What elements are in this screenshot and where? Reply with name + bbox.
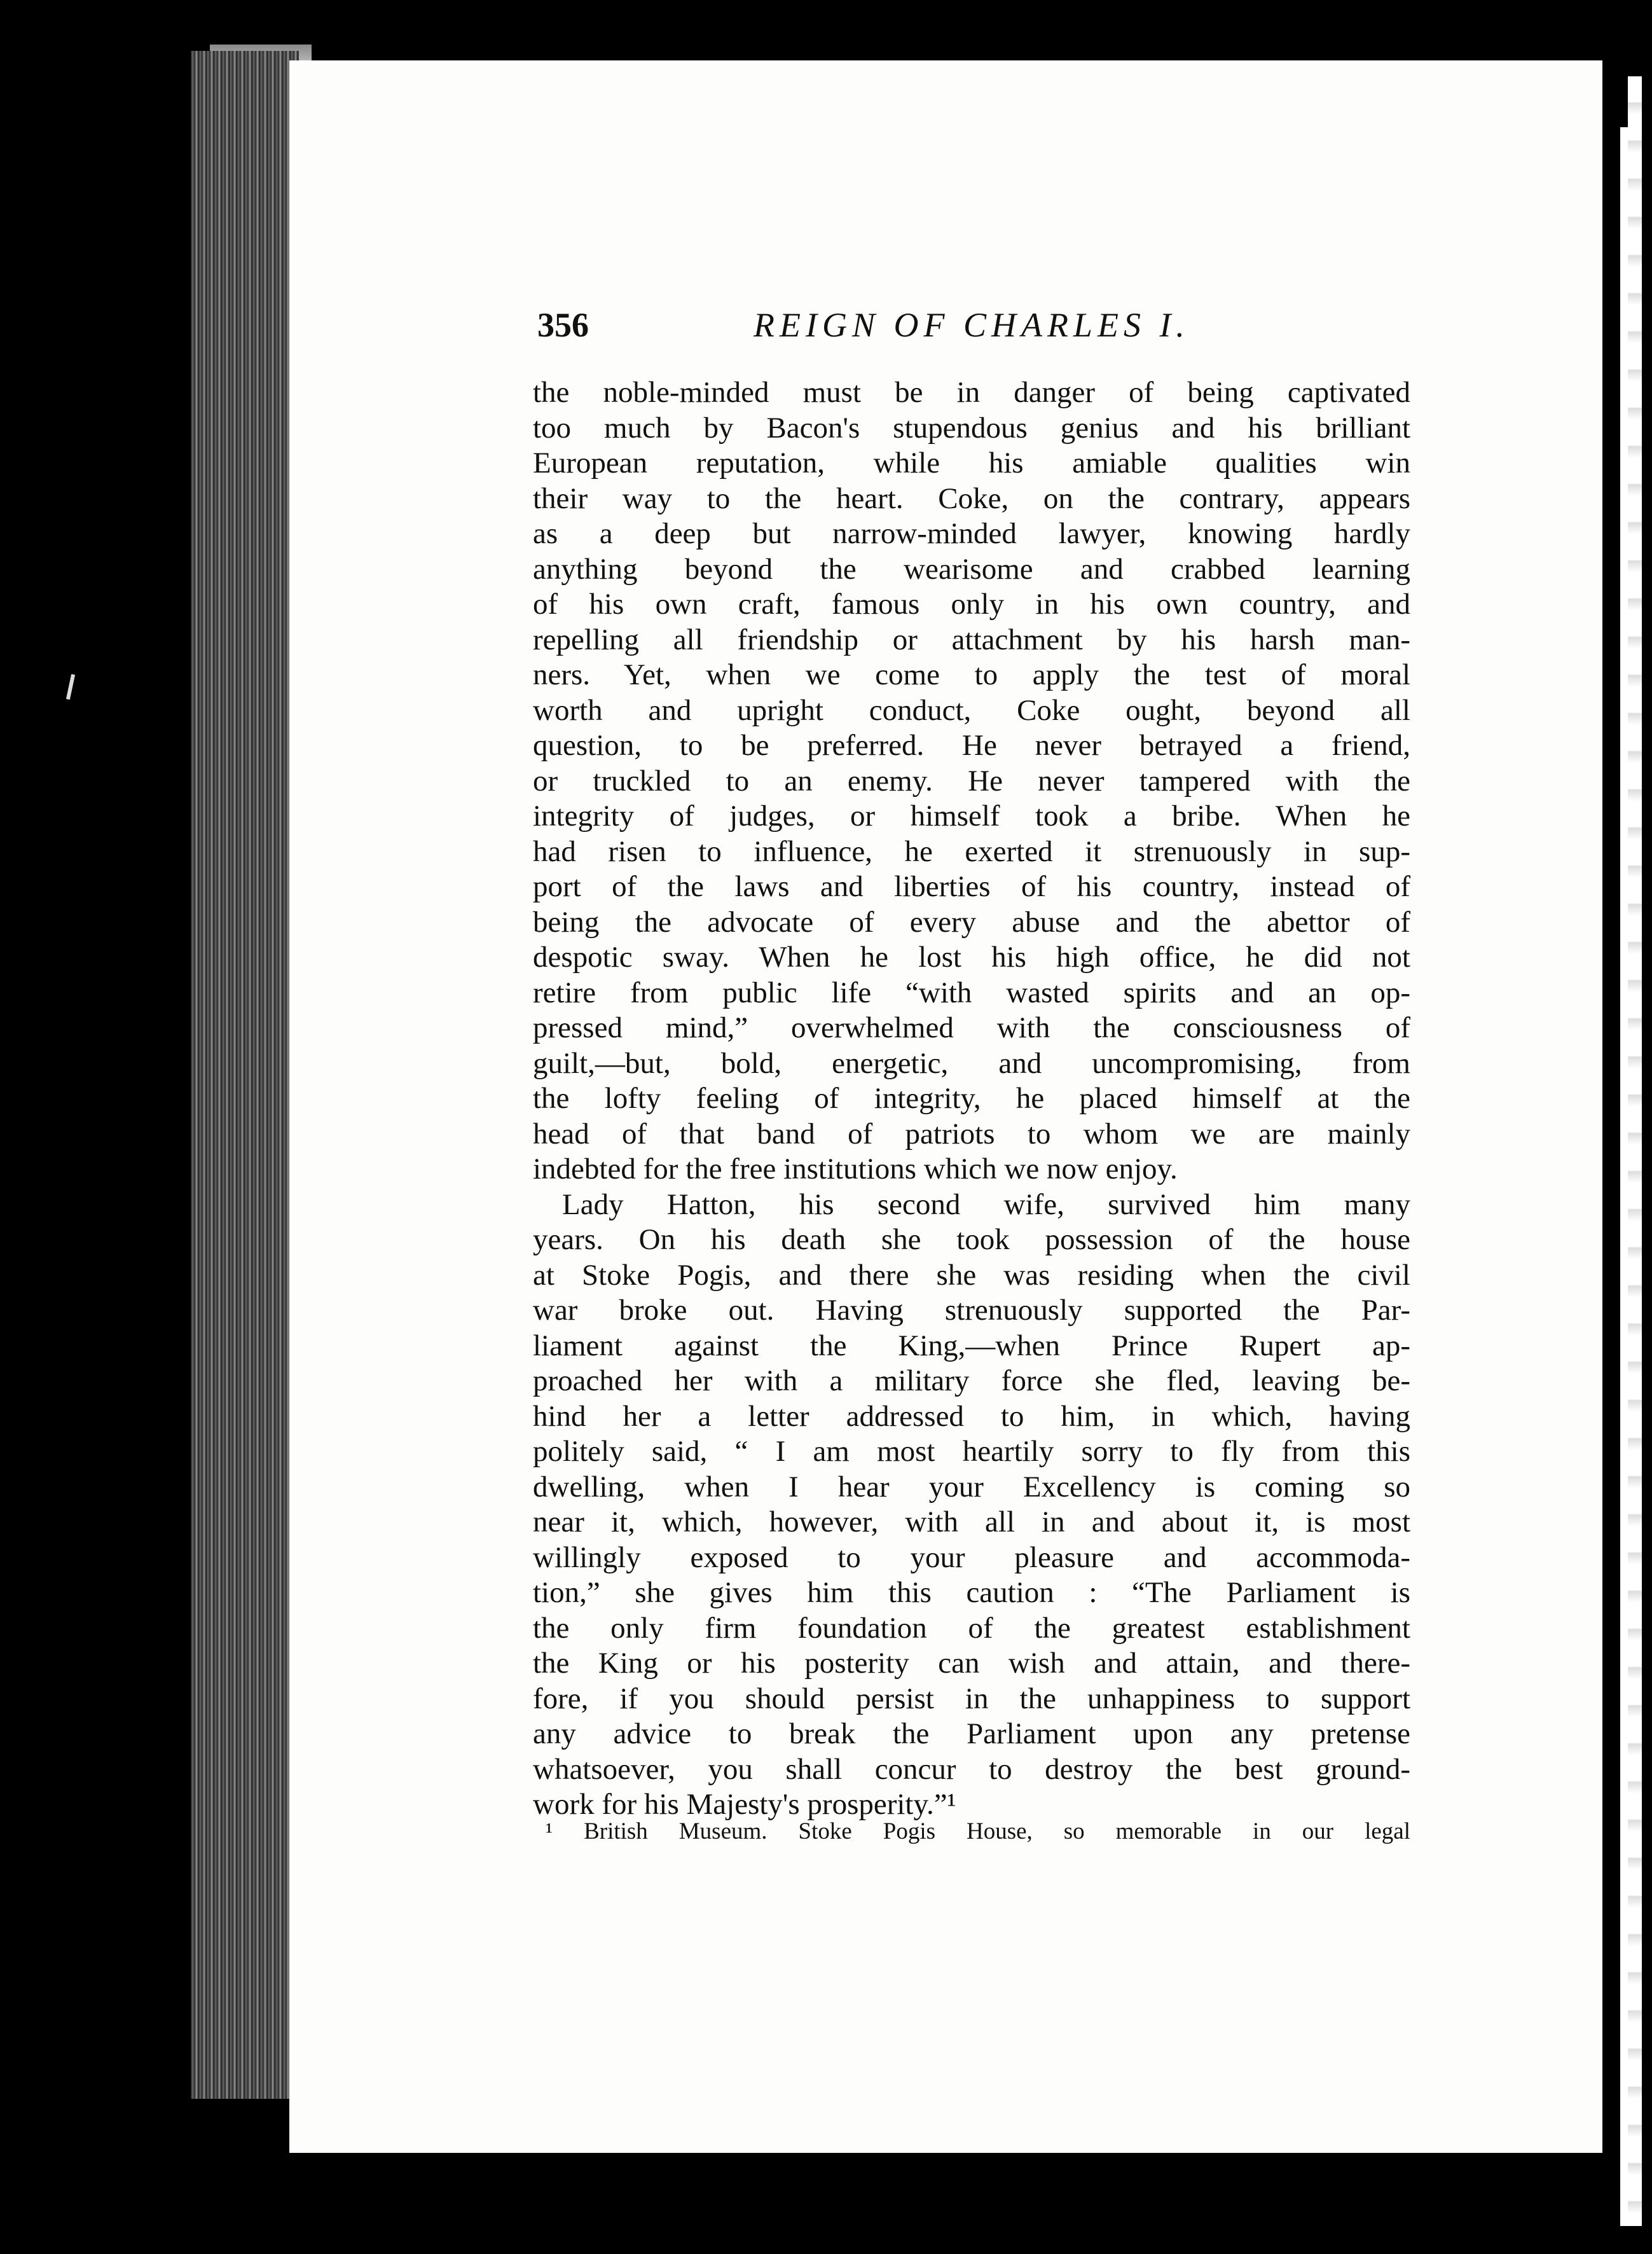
text-line: liament against the King,—when Prince Rupert ap- <box>533 1329 1410 1362</box>
running-title: REIGN OF CHARLES I. <box>754 306 1190 344</box>
text-line: being the advocate of every abuse and the abettor of <box>533 905 1410 939</box>
scan-mark <box>66 674 75 700</box>
text-line: war broke out. Having strenuously supported the Par- <box>533 1294 1410 1327</box>
text-line: despotic sway. When he lost his high office, he did not <box>533 941 1410 974</box>
text-line: ners. Yet, when we come to apply the test of moral <box>533 658 1410 691</box>
text-line: the noble-minded must be in danger of being captivated <box>533 376 1410 409</box>
text-line: at Stoke Pogis, and there she was residing when the civil <box>533 1258 1410 1292</box>
text-line: the lofty feeling of integrity, he placed himself at the <box>533 1082 1410 1115</box>
text-line: fore, if you should persist in the unhappiness to support <box>533 1682 1410 1715</box>
text-line: hind her a letter addressed to him, in which, having <box>533 1399 1410 1433</box>
text-line: willingly exposed to your pleasure and accommoda- <box>533 1540 1410 1574</box>
text-line: proached her with a military force she fled, leaving be- <box>533 1364 1410 1397</box>
book-page-edges <box>191 51 299 2099</box>
text-line: or truckled to an enemy. He never tampered with the <box>533 764 1410 798</box>
text-line: head of that band of patriots to whom we are mainly <box>533 1117 1410 1151</box>
text-line: any advice to break the Parliament upon any pretense <box>533 1717 1410 1750</box>
text-line: years. On his death she took possession of the house <box>533 1223 1410 1256</box>
text-line: of his own craft, famous only in his own country, and <box>533 588 1410 621</box>
text-line: near it, which, however, with all in and about it, is most <box>533 1505 1410 1538</box>
text-line: guilt,—but, bold, energetic, and uncompromising, from <box>533 1046 1410 1080</box>
text-line: worth and upright conduct, Coke ought, beyond all <box>533 693 1410 727</box>
text-line: work for his Majesty's prosperity.”¹ <box>533 1788 956 1821</box>
text-line: politely said, “ I am most heartily sorry to fly from this <box>533 1435 1410 1468</box>
text-line: had risen to influence, he exerted it strenuously in sup- <box>533 834 1410 868</box>
right-page-shadow <box>1628 76 1642 2226</box>
text-line: pressed mind,” overwhelmed with the consciousness of <box>533 1011 1410 1044</box>
text-line: retire from public life “with wasted spirits and an op- <box>533 976 1410 1009</box>
text-line: as a deep but narrow-minded lawyer, knowing hardly <box>533 517 1410 550</box>
footnote: ¹ British Museum. Stoke Pogis House, so memorable in our legal <box>546 1818 1410 1844</box>
text-line: their way to the heart. Coke, on the contrary, appears <box>533 481 1410 515</box>
text-line: port of the laws and liberties of his country, instead of <box>533 870 1410 903</box>
text-line: European reputation, while his amiable qualities win <box>533 446 1410 480</box>
text-line: dwelling, when I hear your Excellency is coming so <box>533 1470 1410 1504</box>
text-line: anything beyond the wearisome and crabbed learning <box>533 552 1410 586</box>
text-line: question, to be preferred. He never betrayed a friend, <box>533 729 1410 762</box>
text-line: indebted for the free institutions which we now enjoy. <box>533 1152 1178 1186</box>
text-line: the King or his posterity can wish and attain, and there- <box>533 1647 1410 1680</box>
body-text <box>533 375 1410 1823</box>
text-line: repelling all friendship or attachment by his harsh man- <box>533 623 1410 656</box>
text-line: whatsoever, you shall concur to destroy the best ground- <box>533 1752 1410 1786</box>
text-line: tion,” she gives him this caution : “The Parliament is <box>533 1576 1410 1609</box>
text-line: the only firm foundation of the greatest establishment <box>533 1611 1410 1645</box>
text-line: Lady Hatton, his second wife, survived him many <box>562 1187 1410 1221</box>
text-line: integrity of judges, or himself took a bribe. When he <box>533 799 1410 833</box>
page-header <box>537 305 1428 363</box>
page-number: 356 <box>537 306 589 344</box>
text-line: too much by Bacon's stupendous genius and his brilliant <box>533 411 1410 445</box>
